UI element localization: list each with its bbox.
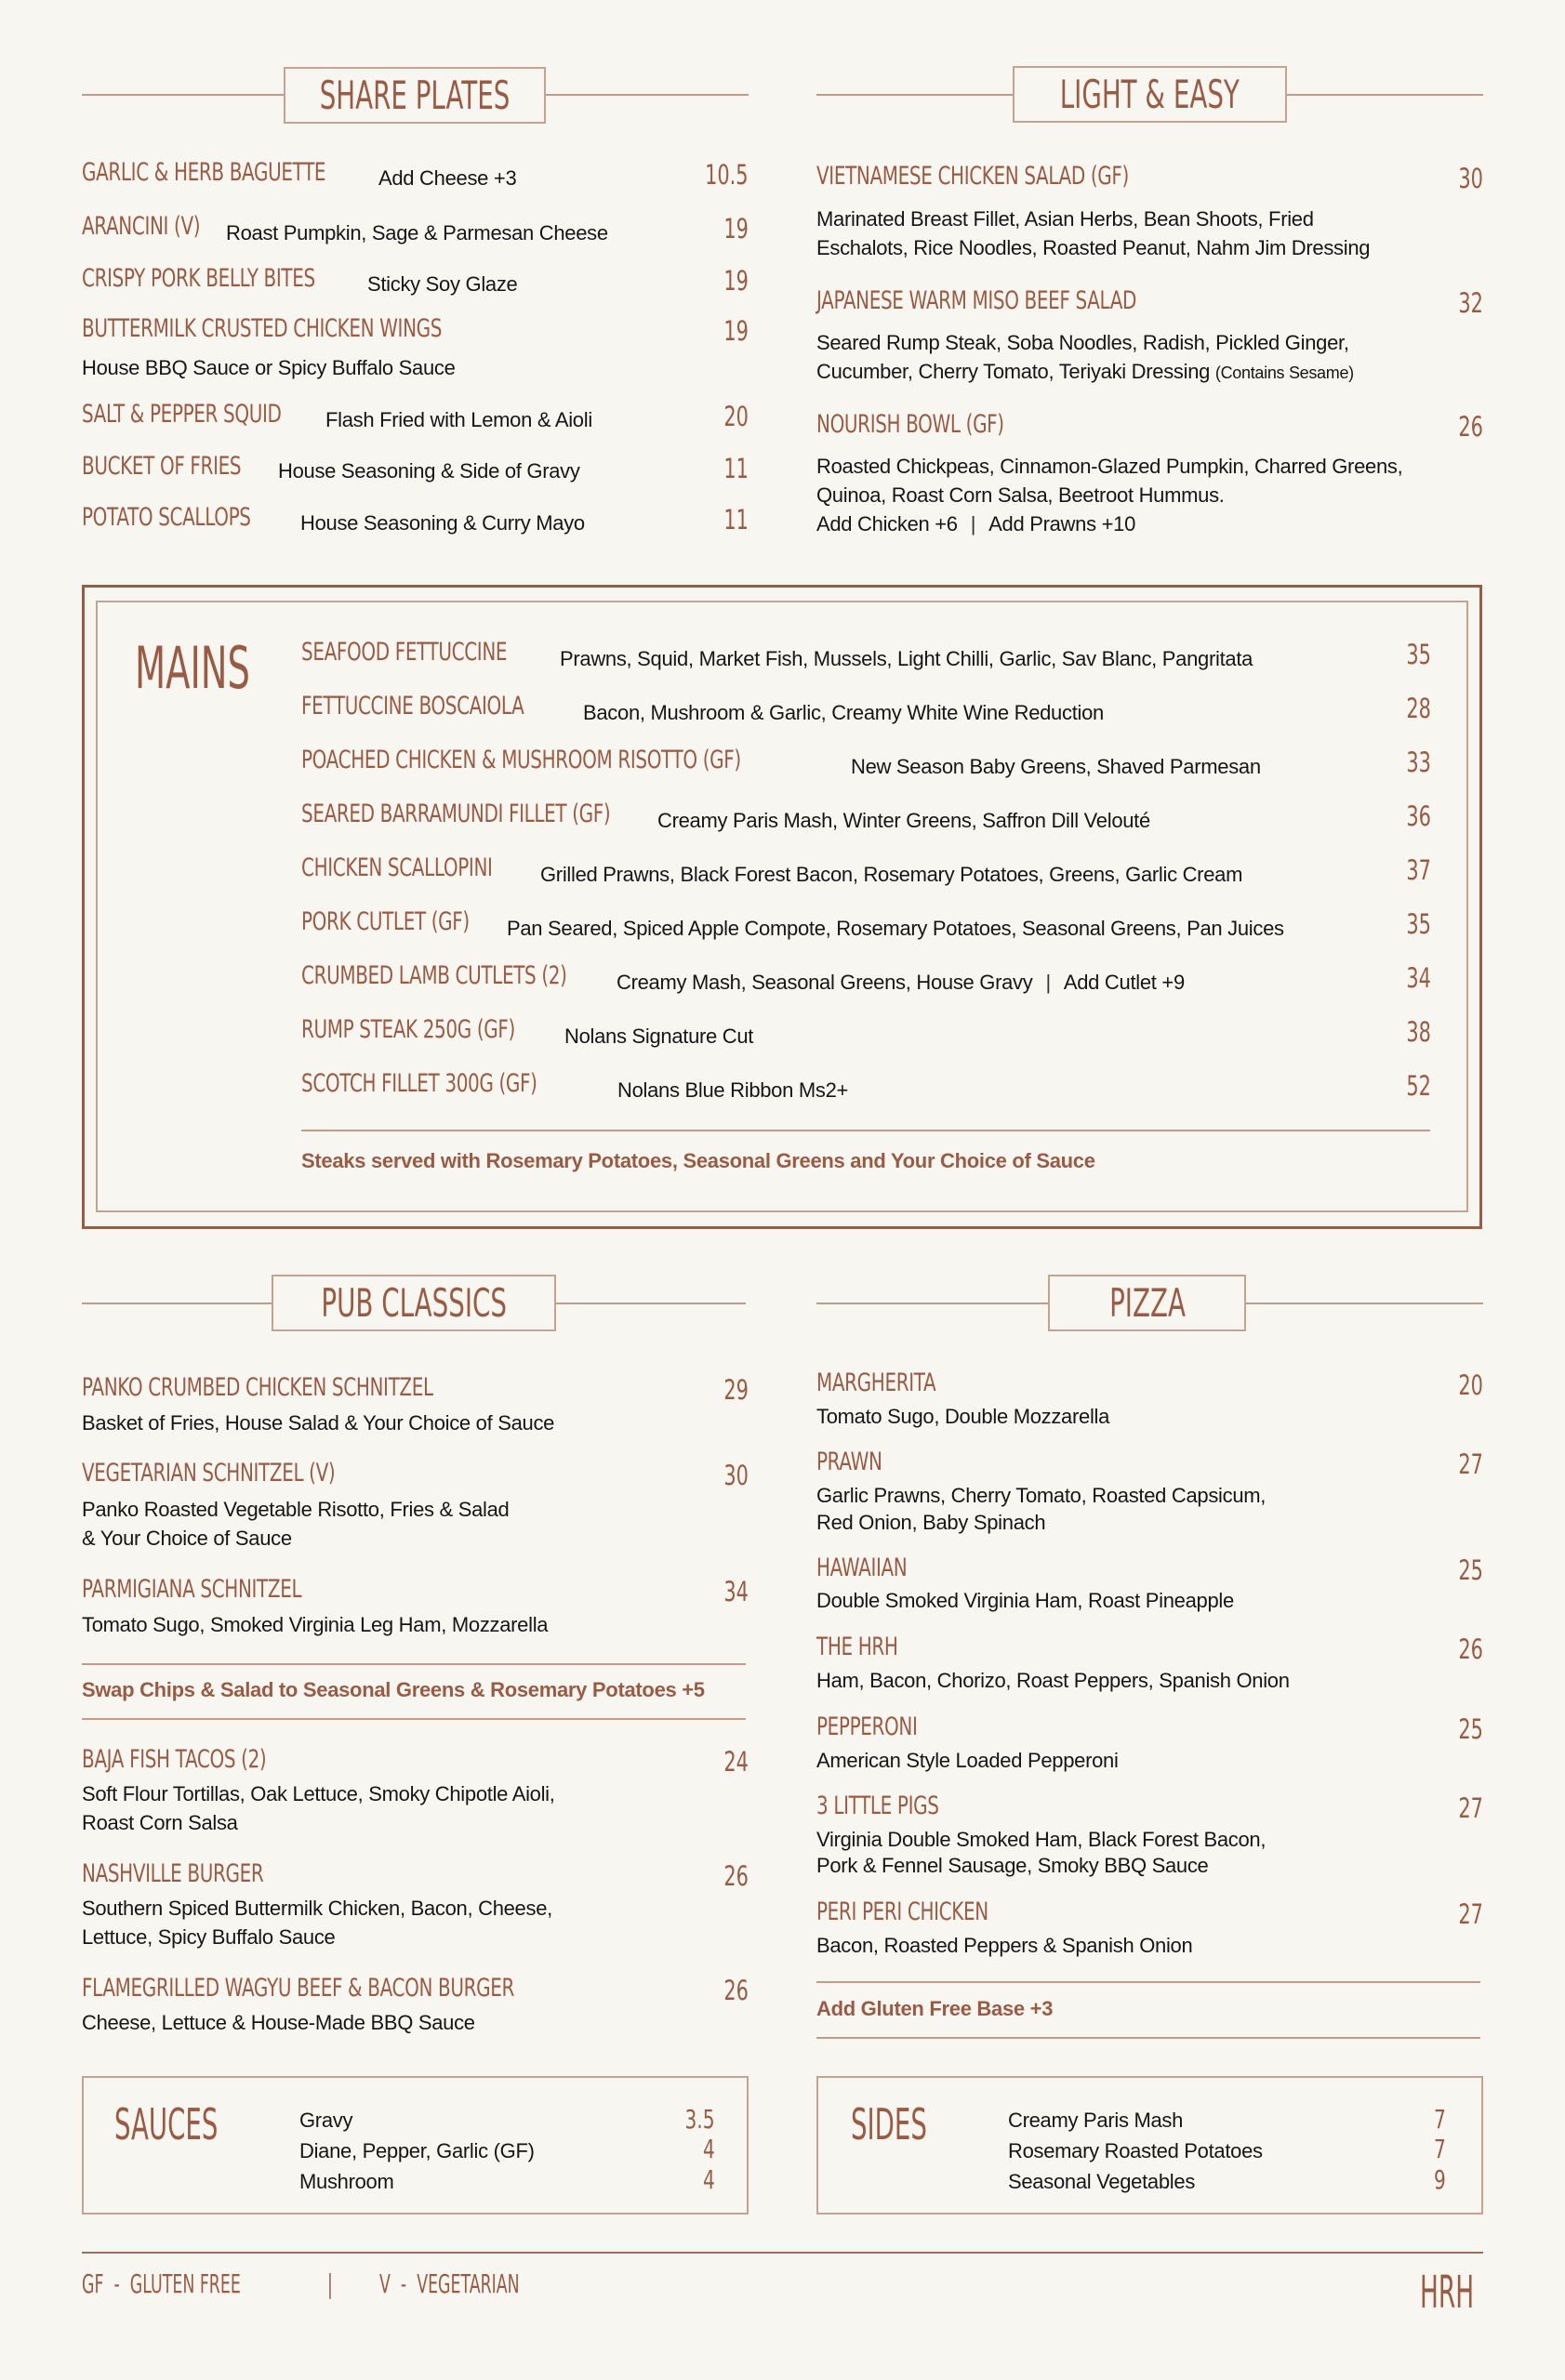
item-name: CHICKEN SCALLOPINI [301,853,493,882]
item-name: CRISPY PORK BELLY BITES [82,264,315,293]
side-price: 9 [1434,2164,1446,2195]
sauce-price: 3.5 [684,2104,715,2135]
item-price: 35 [1406,908,1431,940]
item-price: 19 [723,265,749,297]
item-desc: Panko Roasted Vegetable Risotto, Fries & Salad [82,1498,510,1521]
item-price: 19 [723,315,749,347]
item-name: POACHED CHICKEN & MUSHROOM RISOTTO (GF) [301,746,741,774]
item-desc: American Style Loaded Pepperoni [816,1749,1119,1772]
item-desc: Basket of Fries, House Salad & Your Choice of Sauce [82,1411,555,1435]
legend-gluten-free: GF - GLUTEN FREE [82,2268,241,2299]
item-name: VEGETARIAN SCHNITZEL (V) [82,1459,336,1488]
item-name: NOURISH BOWL (GF) [816,410,1004,439]
item-name: VIETNAMESE CHICKEN SALAD (GF) [816,162,1129,191]
mains-title: MAINS [135,634,250,702]
item-price: 34 [723,1576,749,1607]
section-header-box [284,67,546,124]
section-header-box [1048,1275,1246,1331]
item-desc: Marinated Breast Fillet, Asian Herbs, Bean Shoots, Fried [816,207,1314,231]
item-price: 32 [1458,287,1483,319]
menu-item [82,1577,378,1602]
item-name: PEPPERONI [816,1712,918,1741]
item-desc: Tomato Sugo, Double Mozzarella [816,1405,1110,1428]
item-price: 24 [723,1746,749,1778]
item-price: 37 [1406,854,1431,886]
item-desc: Seared Rump Steak, Soba Noodles, Radish, Pickled Ginger, [816,331,1349,354]
item-price: 27 [1458,1448,1483,1480]
item-price: 28 [1406,693,1431,724]
item-desc: Ham, Bacon, Chorizo, Roast Peppers, Spanish Onion [816,1669,1290,1692]
note-rule-bottom [82,1718,746,1720]
section-header-box [1013,66,1287,123]
item-price: 26 [1458,411,1483,443]
section-title: PUB CLASSICS [321,1279,507,1326]
note-rule-top [816,1981,1480,1983]
sides-title: SIDES [851,2099,927,2149]
pizza-note: Add Gluten Free Base +3 [816,1997,1054,2020]
item-price: 20 [723,401,749,432]
item-name: FETTUCCINE BOSCAIOLA [301,692,524,721]
menu-item [301,694,602,719]
item-addons [816,509,1135,538]
item-name: POTATO SCALLOPS [82,503,251,532]
item-desc: Roasted Chickpeas, Cinnamon-Glazed Pumpkin, Charred Greens, [816,455,1403,478]
sauce-name: Gravy [299,2109,353,2132]
item-price: 20 [1458,1369,1483,1401]
item-name: PANKO CRUMBED CHICKEN SCHNITZEL [82,1373,433,1402]
item-price: 26 [723,1975,749,2006]
menu-item [301,855,560,880]
item-name: BUTTERMILK CRUSTED CHICKEN WINGS [82,314,443,343]
item-name: HAWAIIAN [816,1554,908,1582]
item-price: 19 [723,213,749,245]
item-name: THE HRH [816,1633,898,1661]
sauce-name: Mushroom [299,2170,394,2193]
menu-item [301,640,579,665]
item-desc: Sticky Soy Glaze [367,272,518,296]
item-desc: Pork & Fennel Sausage, Smoky BBQ Sauce [816,1854,1209,1877]
menu-item [82,1861,327,1886]
item-desc: Pan Seared, Spiced Apple Compote, Rosemary Potatoes, Seasonal Greens, Pan Juices [507,917,1284,940]
menu-item [816,1555,939,1580]
menu-item [82,505,310,530]
item-name: ARANCINI (V) [82,212,201,241]
item-name: FLAMEGRILLED WAGYU BEEF & BACON BURGER [82,1974,515,2003]
item-price: 26 [723,1860,749,1892]
item-price: 25 [1458,1713,1483,1745]
item-desc: Tomato Sugo, Smoked Virginia Leg Ham, Mozzarella [82,1613,549,1636]
item-price: 36 [1406,800,1431,832]
item-desc: Roast Pumpkin, Sage & Parmesan Cheese [226,221,608,245]
item-desc: Prawns, Squid, Market Fish, Mussels, Light Chilli, Garlic, Sav Blanc, Pangritata [560,647,1253,670]
sauces-box [82,2076,749,2215]
item-desc: Nolans Blue Ribbon Ms2+ [617,1078,849,1102]
item-name: PORK CUTLET (GF) [301,907,470,936]
item-price: 29 [723,1374,749,1406]
item-name: BUCKET OF FRIES [82,452,242,481]
menu-item [301,1071,620,1096]
mains-divider [301,1130,1430,1131]
footer-rule [82,2252,1483,2254]
menu-item [816,1370,977,1395]
menu-item [301,963,660,988]
mains-note: Steaks served with Rosemary Potatoes, Seasonal Greens and Your Choice of Sauce [301,1149,1095,1172]
item-desc: House Seasoning & Curry Mayo [300,511,585,535]
menu-item [82,214,242,239]
item-price: 34 [1406,962,1431,994]
item-price: 11 [723,504,749,536]
item-desc-main: Cucumber, Cherry Tomato, Teriyaki Dressing [816,360,1211,383]
menu-item [816,1793,982,1818]
item-desc: Nolans Signature Cut [564,1025,754,1048]
sauces-title: SAUCES [114,2099,219,2149]
sauce-name: Diane, Pepper, Garlic (GF) [299,2139,535,2162]
item-desc: Red Onion, Baby Spinach [816,1511,1046,1534]
item-desc: House BBQ Sauce or Spicy Buffalo Sauce [82,356,456,379]
addon-chicken: Add Chicken +6 [816,512,958,536]
item-desc [816,357,1354,388]
item-desc: New Season Baby Greens, Shaved Parmesan [851,755,1261,778]
side-name: Seasonal Vegetables [1008,2170,1196,2193]
item-desc: Eschalots, Rice Noodles, Roasted Peanut, Nahm Jim Dressing [816,236,1371,259]
item-price: 52 [1406,1070,1431,1102]
item-desc: Bacon, Mushroom & Garlic, Creamy White Wine Reduction [583,701,1104,724]
item-desc: Creamy Paris Mash, Winter Greens, Saffron Dill Velouté [657,809,1150,832]
item-desc: Grilled Prawns, Black Forest Bacon, Rosemary Potatoes, Greens, Garlic Cream [540,863,1243,886]
item-name: PARMIGIANA SCHNITZEL [82,1575,302,1604]
addon-cutlet: Add Cutlet +9 [1063,971,1185,994]
sauce-price: 4 [703,2134,715,2164]
item-desc: Cheese, Lettuce & House-Made BBQ Sauce [82,2011,475,2034]
item-price: 27 [1458,1898,1483,1930]
section-title: SHARE PLATES [319,72,511,118]
item-desc: Lettuce, Spicy Buffalo Sauce [82,1925,336,1949]
item-name: BAJA FISH TACOS (2) [82,1745,267,1774]
addon-separator: | [1045,971,1051,994]
item-price: 33 [1406,747,1431,778]
menu-item [816,412,1070,437]
note-rule-bottom [816,2037,1480,2039]
addon-prawns: Add Prawns +10 [988,512,1136,536]
menu-item [816,1714,953,1739]
item-desc: Virginia Double Smoked Ham, Black Forest Bacon, [816,1828,1267,1851]
section-title: PIZZA [1108,1279,1186,1326]
item-desc [617,971,1185,995]
menu-item [816,164,1239,189]
item-desc: House Seasoning & Side of Gravy [278,459,580,483]
menu-item [82,266,397,291]
note-rule-top [82,1663,746,1665]
item-name: PERI PERI CHICKEN [816,1897,988,1926]
item-price: 30 [723,1460,749,1491]
section-title: LIGHT & EASY [1059,71,1240,117]
sides-box [816,2076,1483,2215]
item-price: 27 [1458,1792,1483,1824]
menu-item [82,1747,331,1772]
item-name: SCOTCH FILLET 300G (GF) [301,1069,537,1098]
menu-item [82,1375,556,1400]
menu-item [82,454,297,479]
side-price: 7 [1434,2104,1446,2135]
addon-separator: | [970,512,976,536]
menu-item [301,1017,590,1042]
item-name: NASHVILLE BURGER [82,1859,264,1888]
item-desc: Flash Fried with Lemon & Aioli [325,408,592,431]
item-price: 10.5 [705,159,749,191]
hrh-logo: HRH [1420,2267,1475,2319]
item-name: SEAFOOD FETTUCCINE [301,638,508,667]
menu-item [816,288,1249,313]
item-desc-main: Creamy Mash, Seasonal Greens, House Gravy [617,971,1033,994]
pub-classics-note: Swap Chips & Salad to Seasonal Greens & Rosemary Potatoes +5 [82,1678,705,1701]
item-desc: Roast Corn Salsa [82,1811,238,1834]
menu-item [816,1449,905,1474]
legend-separator: | [327,2268,333,2299]
side-price: 7 [1434,2134,1446,2164]
item-desc: Garlic Prawns, Cherry Tomato, Roasted Capsicum, [816,1484,1267,1507]
item-desc: Bacon, Roasted Peppers & Spanish Onion [816,1934,1193,1957]
item-name: SALT & PEPPER SQUID [82,400,282,429]
menu-item [301,801,719,826]
side-name: Creamy Paris Mash [1008,2109,1184,2132]
menu-item [301,747,895,773]
item-name: RUMP STEAK 250G (GF) [301,1015,515,1044]
item-name: PRAWN [816,1448,882,1476]
allergen-note: (Contains Sesame) [1214,364,1354,382]
legend-vegetarian: V - VEGETARIAN [379,2268,520,2299]
item-name: SEARED BARRAMUNDI FILLET (GF) [301,800,611,828]
menu-item [82,1461,424,1486]
item-desc: Quinoa, Roast Corn Salsa, Beetroot Hummus. [816,483,1225,507]
item-price: 25 [1458,1554,1483,1586]
item-price: 30 [1458,163,1483,194]
item-desc: Southern Spiced Buttermilk Chicken, Bacon, Cheese, [82,1897,552,1920]
item-price: 38 [1406,1016,1431,1048]
item-desc: Add Cheese +3 [378,166,517,190]
item-desc: Double Smoked Virginia Ham, Roast Pineapple [816,1589,1234,1612]
menu-item [816,1899,1049,1924]
menu-item [82,1976,666,2001]
menu-item [82,316,568,341]
menu-item [816,1634,926,1659]
item-name: MARGHERITA [816,1368,936,1397]
menu-item [82,402,351,427]
sauce-price: 4 [703,2164,715,2195]
item-desc: & Your Choice of Sauce [82,1527,292,1550]
item-price: 35 [1406,639,1431,670]
item-name: 3 LITTLE PIGS [816,1792,939,1820]
item-desc: Soft Flour Tortillas, Oak Lettuce, Smoky Chipotle Aioli, [82,1782,555,1805]
item-price: 11 [723,453,749,484]
menu-item [301,909,528,934]
item-name: JAPANESE WARM MISO BEEF SALAD [816,286,1137,315]
item-name: CRUMBED LAMB CUTLETS (2) [301,961,567,990]
side-name: Rosemary Roasted Potatoes [1008,2139,1263,2162]
item-name: GARLIC & HERB BAGUETTE [82,158,326,187]
section-header-box [272,1275,556,1331]
item-price: 26 [1458,1633,1483,1665]
